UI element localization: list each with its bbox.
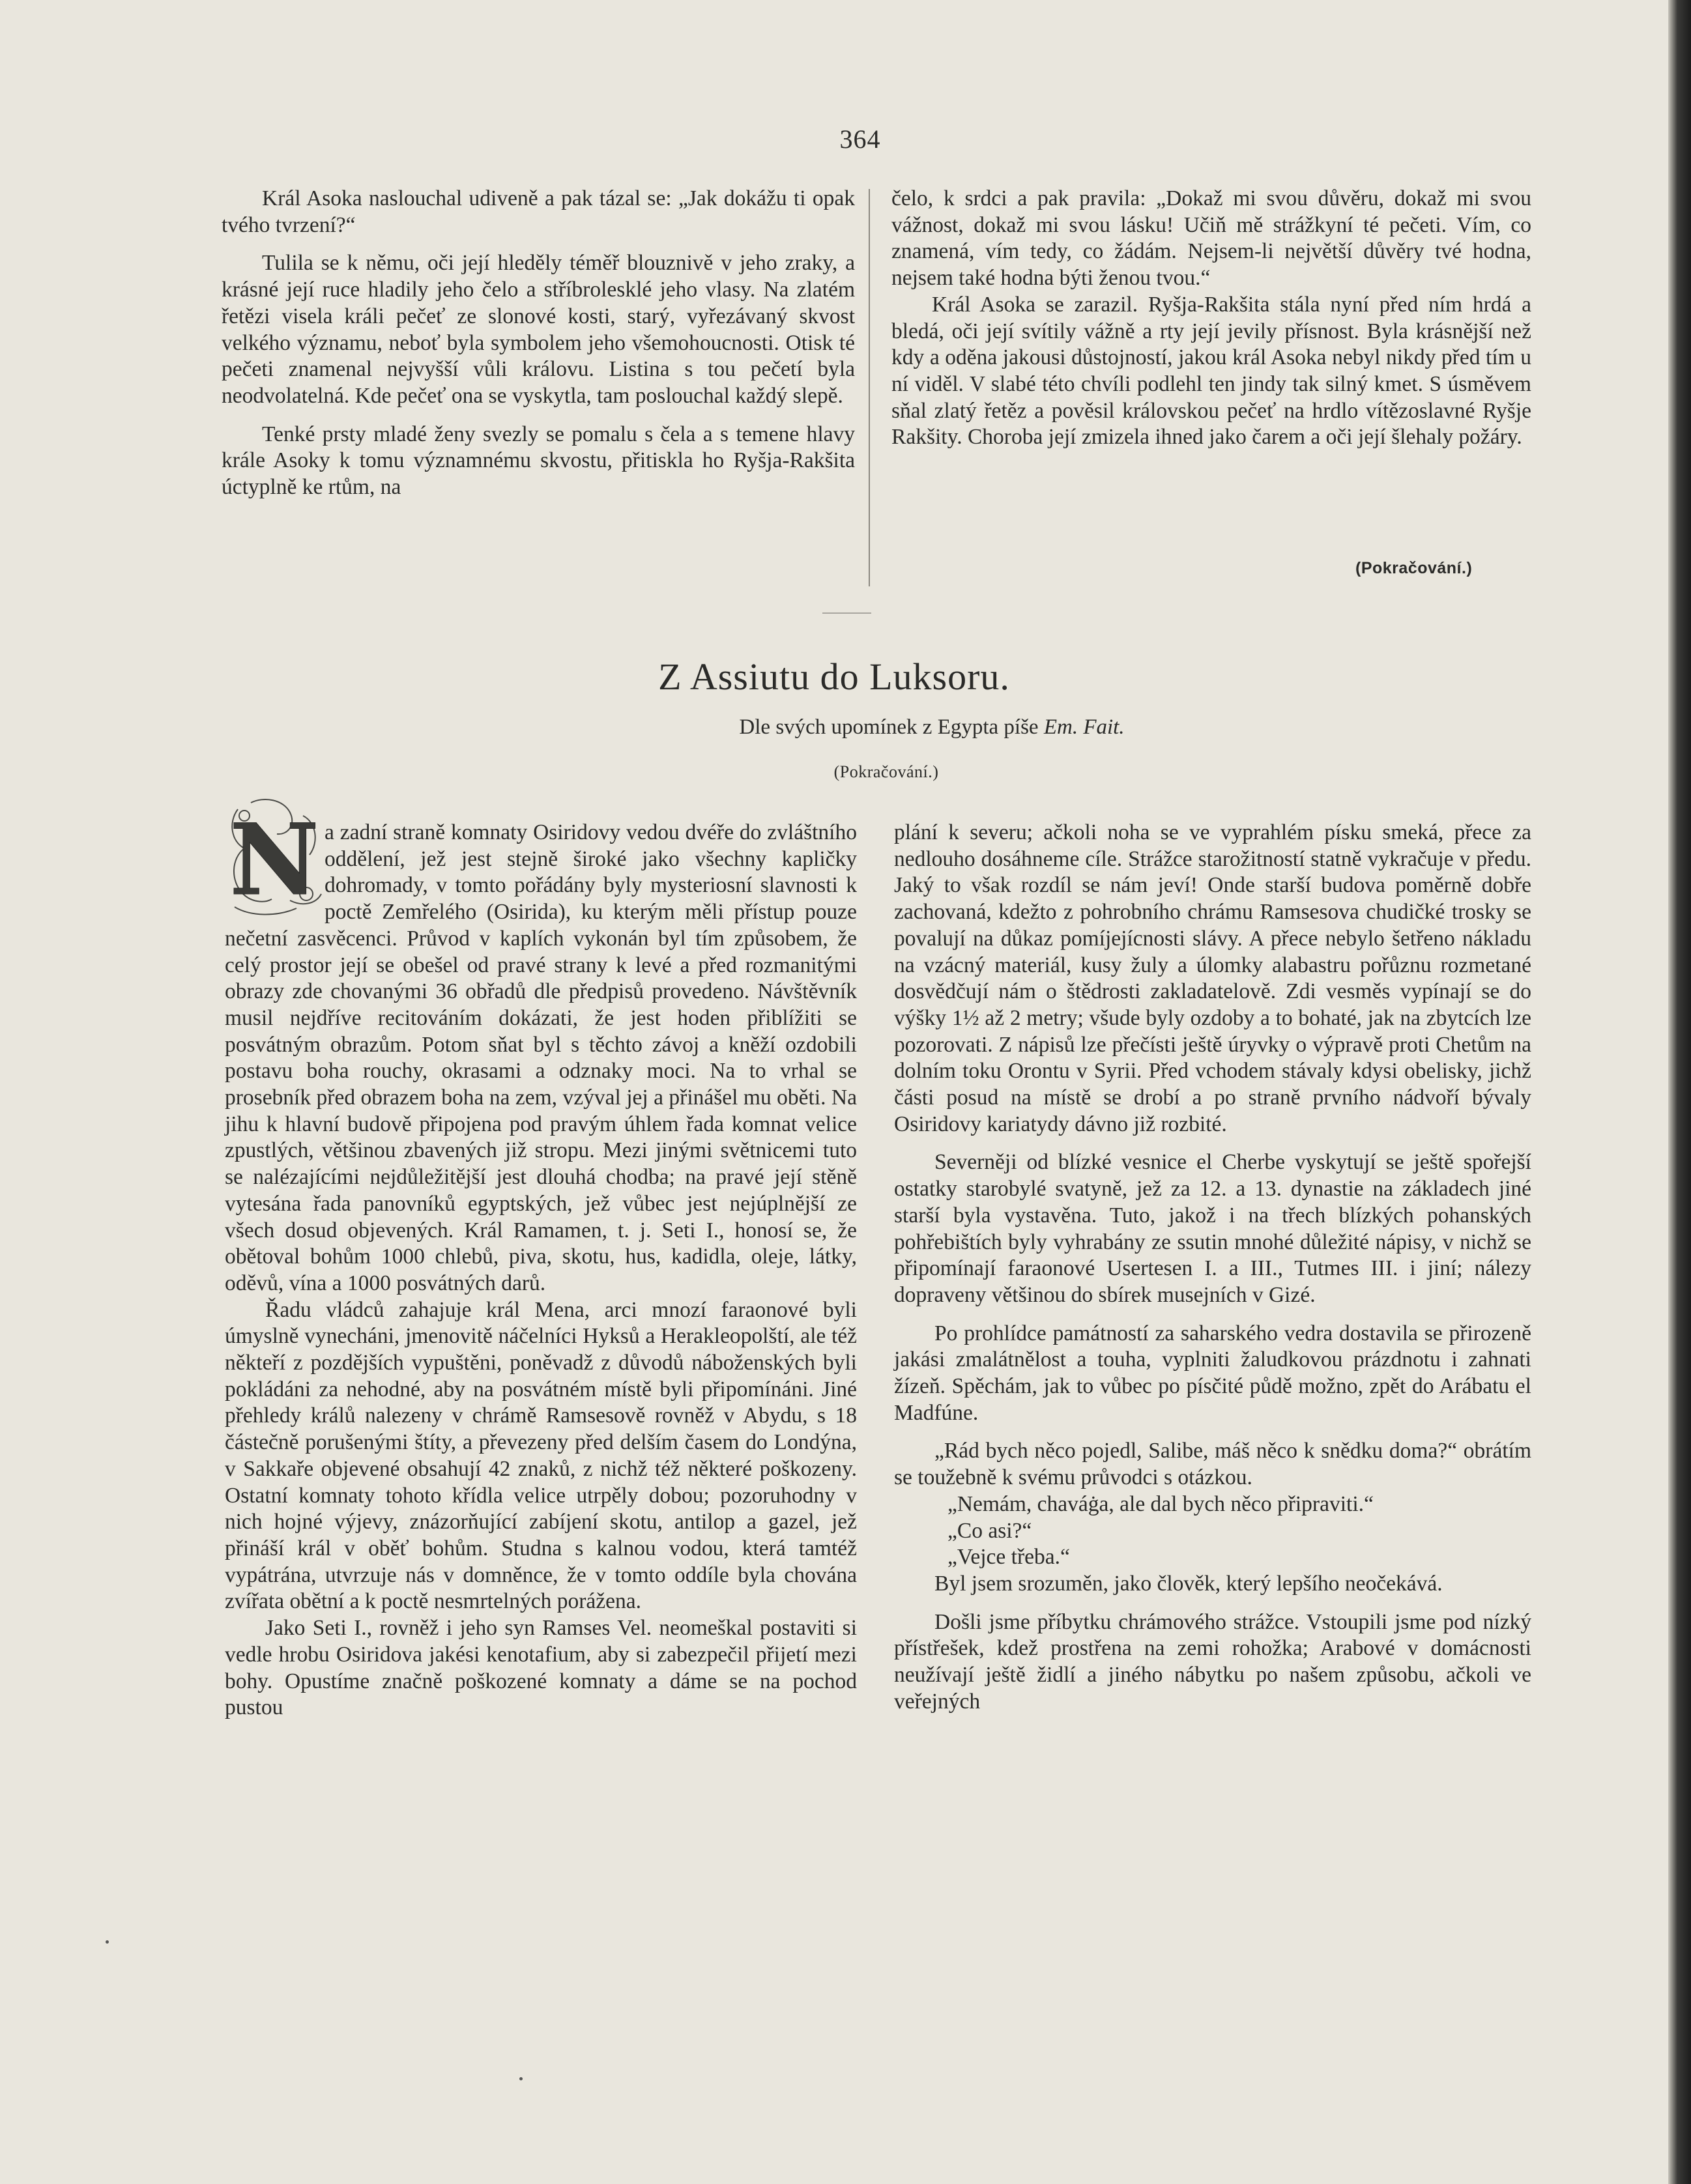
dialog-line: „Nemám, chaváġa, ale dal bych něco připraviti.“ bbox=[947, 1491, 1374, 1516]
article-right-column bbox=[894, 820, 1531, 1716]
drop-cap-letter: N bbox=[229, 803, 319, 917]
paragraph: Král Asoka naslouchal udiveně a pak tázal se: „Jak dokážu ti opak tvého tvrzení?“ bbox=[222, 186, 855, 237]
drop-cap-space bbox=[225, 820, 325, 917]
paragraph: Po prohlídce památností za saharského vedra dostavila se přirozeně jakási zmalátnělost a touha, vyplniti žaludkovou prázdnotu i zahnati žízeň. Spěchám, jak to vůbec po písčité půdě možno, zpět do Arábatu el Madfúne. bbox=[894, 1321, 1531, 1425]
article-left-column bbox=[225, 820, 857, 1721]
paragraph: Tenké prsty mladé ženy svezly se pomalu s čela a s temene hlavy krále Asoky k tomu významnému skvostu, přitiskla ho Ryšja-Rakšita úctyplně ke rtům, na bbox=[222, 422, 855, 500]
continued-note: (Pokračování.) bbox=[833, 762, 939, 781]
prev-article-right-column bbox=[891, 186, 1531, 451]
article-byline bbox=[606, 715, 1258, 740]
paragraph: Tulila se k němu, oči její hleděly téměř blouznivě v jeho zraky, a krásné její ruce hladily jeho čelo a stříbrolesklé jeho vlasy. Na zlatém řetězi visela králi pečeť ze slonové kosti, starý, vyřezávaný skvost velkého významu, neboť byla symbolem jeho všemohoucnosti. Otisk té pečeti znamenal nejvyšší vůli královu. Listina s tou pečetí byla neodvolatelná. Kde pečeť ona se vyskytla, tam poslouchal každý slepě. bbox=[222, 251, 855, 408]
continued-note: (Pokračování.) bbox=[1355, 559, 1473, 577]
paragraph: „Rád bych něco pojedl, Salibe, máš něco k snědku doma?“ obrátím se toužebně k svému průvodci s otázkou. bbox=[894, 1439, 1531, 1490]
paragraph: Byl jsem srozuměn, jako člověk, který lepšího neočekává. bbox=[934, 1571, 1443, 1596]
paragraph: Řadu vládců zahajuje král Mena, arci mnozí faraonové byli úmyslně vynecháni, jmenovitě náčelníci Hyksů a Herakleopolští, ale též někteří z pozdějších vypuštěni, poněvadž z důvodů náboženských byli pokládáni za nehodné, aby na posvátném místě byli připomínáni. Jiné přehledy králů nalezeny v chrámě Ramsesově rovněž v Abydu, s 18 částečně porušenými štíty, a převezeny před delším časem do Londýna, v Sakkaře objevené obsahují 42 znaků, z nichž též některé poškozeny. Ostatní komnaty tohoto křídla velice utrpěly dobou; pozoruhodny v nich hojné výjevy, znázorňující zabíjení skotu, antilop a gazel, jež přináší král v oběť bohům. Studna s kalnou vodou, která tamtéž vypátrána, utvrzuje nás v domněnce, že v tomto oddíle byla chována zvířata obětní a k poctě nesmrtelných porážena. bbox=[225, 1297, 857, 1614]
author-name: Em. Fait. bbox=[1043, 715, 1125, 739]
paragraph: čelo, k srdci a pak pravila: „Dokaž mi svou důvěru, dokaž mi svou vážnost, dokaž mi svou lásku! Učiň mě strážkyní té pečeti. Vím, co znamená, vím tedy, co žádám. Nejsem-li největší důvěry tvé hodna, nejsem také hodna býti ženou tvou.“ bbox=[891, 186, 1531, 291]
separator bbox=[822, 612, 871, 614]
dialog-line: „Co asi?“ bbox=[947, 1518, 1032, 1543]
column-divider bbox=[869, 189, 870, 586]
byline-text: Dle svých upomínek z Egypta píše bbox=[739, 715, 1039, 739]
paragraph: Jako Seti I., rovněž i jeho syn Ramses Vel. neomeškal postaviti si vedle hrobu Osiridova jakési kenotafium, aby si zabezpečil přijetí mezi bohy. Opustíme značně poškozené komnaty a dáme se na pochod pustou bbox=[225, 1616, 857, 1720]
paragraph: plání k severu; ačkoli noha se ve vyprahlém písku smeká, přece za nedlouho dosáhneme cíle. Strážce starožitností statně vykračuje v předu. Jaký to však rozdíl se nám jeví! Onde starší budova poměrně dobře zachovaná, kdežto z pohrobního chrámu Ramsesova chudičké trosky se povalují na důkaz pomíjejícnosti slávy. A přece nebylo šetřeno nákladu na vzácný materiál, kusy žuly a úlomky alabastru pořůznu rozmetané dosvědčují nám o štědrosti zakladatelově. Zdi vesměs vypínají se do výšky 1½ až 2 metry; všude byly ozdoby a to bohaté, jak na zbytcích lze pozorovati. Z nápisů lze přečísti ještě úryvky o výpravě proti Chetům na dolním toku Orontu v Syrii. Před vchodem stávaly kdysi obelisky, jichž části posud na místě se drobí a po straně prvního nádvoří bývaly Osiridovy kariatydy dávno již rozbité. bbox=[894, 820, 1531, 1136]
scan-speck bbox=[106, 1940, 109, 1944]
scan-speck bbox=[519, 2077, 523, 2080]
page-number: 364 bbox=[839, 124, 881, 154]
prev-article-left-column bbox=[222, 186, 855, 501]
article-title: Z Assiutu do Luksoru. bbox=[658, 655, 1010, 698]
paragraph: Severněji od blízké vesnice el Cherbe vyskytují se ještě spořejší ostatky starobylé svatyně, jež za 12. a 13. dynastie na základech jiné starší byla vystavěna. Tuto, jakož i na třech blízkých pohanských pohřebištích byly vyhrabány ze ssutin mnohé důležité nápisy, v nichž se připomínají faraonové Usertesen I. a III., Tutmes III. i jiní; nálezy dopraveny většinou do sbírek musejních v Gizé. bbox=[894, 1150, 1531, 1307]
paragraph: Král Asoka se zarazil. Ryšja-Rakšita stála nyní před ním hrdá a bledá, oči její svítily vážně a rty její jevily přísnost. Byla krásnější než kdy a oděna jakousi důstojností, jakou král Asoka nebyl nikdy před tím u ní viděl. V slabé této chvíli podlehl ten jindy tak silný kmet. S úsměvem sňal zlatý řetěz a pověsil královskou pečeť na hrdlo vítězoslavné Ryšje Rakšity. Choroba její zmizela ihned jako čarem a oči její šlehaly požáry. bbox=[891, 292, 1531, 450]
paragraph-text: a zadní straně komnaty Osiridovy vedou dvéře do zvláštního oddělení, jež jest stejně široké jako všechny kapličky dohromady, v tomto pořádány byly mysteriosní slavnosti k poctě Zemřelého (Osirida), ku kterým měli přístup pouze nečetní zasvěcenci. Průvod v kaplích vykonán byl tím způsobem, že celý prostor její se obešel od pravé strany k levé a před rozmanitými obrazy zde chovanými 36 obřadů dle předpisů provedeno. Návštěvník musil nejdříve recitováním dokázati, že jest hoden přiblížiti se posvátným obrazům. Potom sňat byl s těchto závoj a kněží ozdobili postavu boha rouchy, okrasami a odznaky moci. Na to vrhal se prosebník před obrazem boha na zem, vzýval jej a přinášel mu oběti. Na jihu k hlavní budově připojena pod pravým úhlem řada komnat velice zpustlých, většinou zbavených již stropu. Mezi jinými světnicemi tuto se nalézajícími nejdůležitější jest dlouhá chodba; na pravé její stěně vytesána řada panovníků egyptských, jež vůbec jest nejúplnější ze všech dosud objevených. Král Ramamen, t. j. Seti I., honosí se, že obětoval bohům 1000 chlebů, piva, skotu, hus, kadidla, oleje, látky, oděvů, vína a 1000 posvátných darů. bbox=[225, 820, 857, 1295]
paragraph: Došli jsme příbytku chrámového strážce. Vstoupili jsme pod nízký přístřešek, kdež prostřena na zemi rohožka; Arabové v domácnosti neužívají ještě židlí a jiného nábytku po našem způsobu, ačkoli ve veřejných bbox=[894, 1609, 1531, 1714]
page-edge-shadow bbox=[1668, 0, 1691, 2184]
dialog-line: „Vejce třeba.“ bbox=[947, 1545, 1070, 1570]
paragraph bbox=[225, 820, 857, 1297]
